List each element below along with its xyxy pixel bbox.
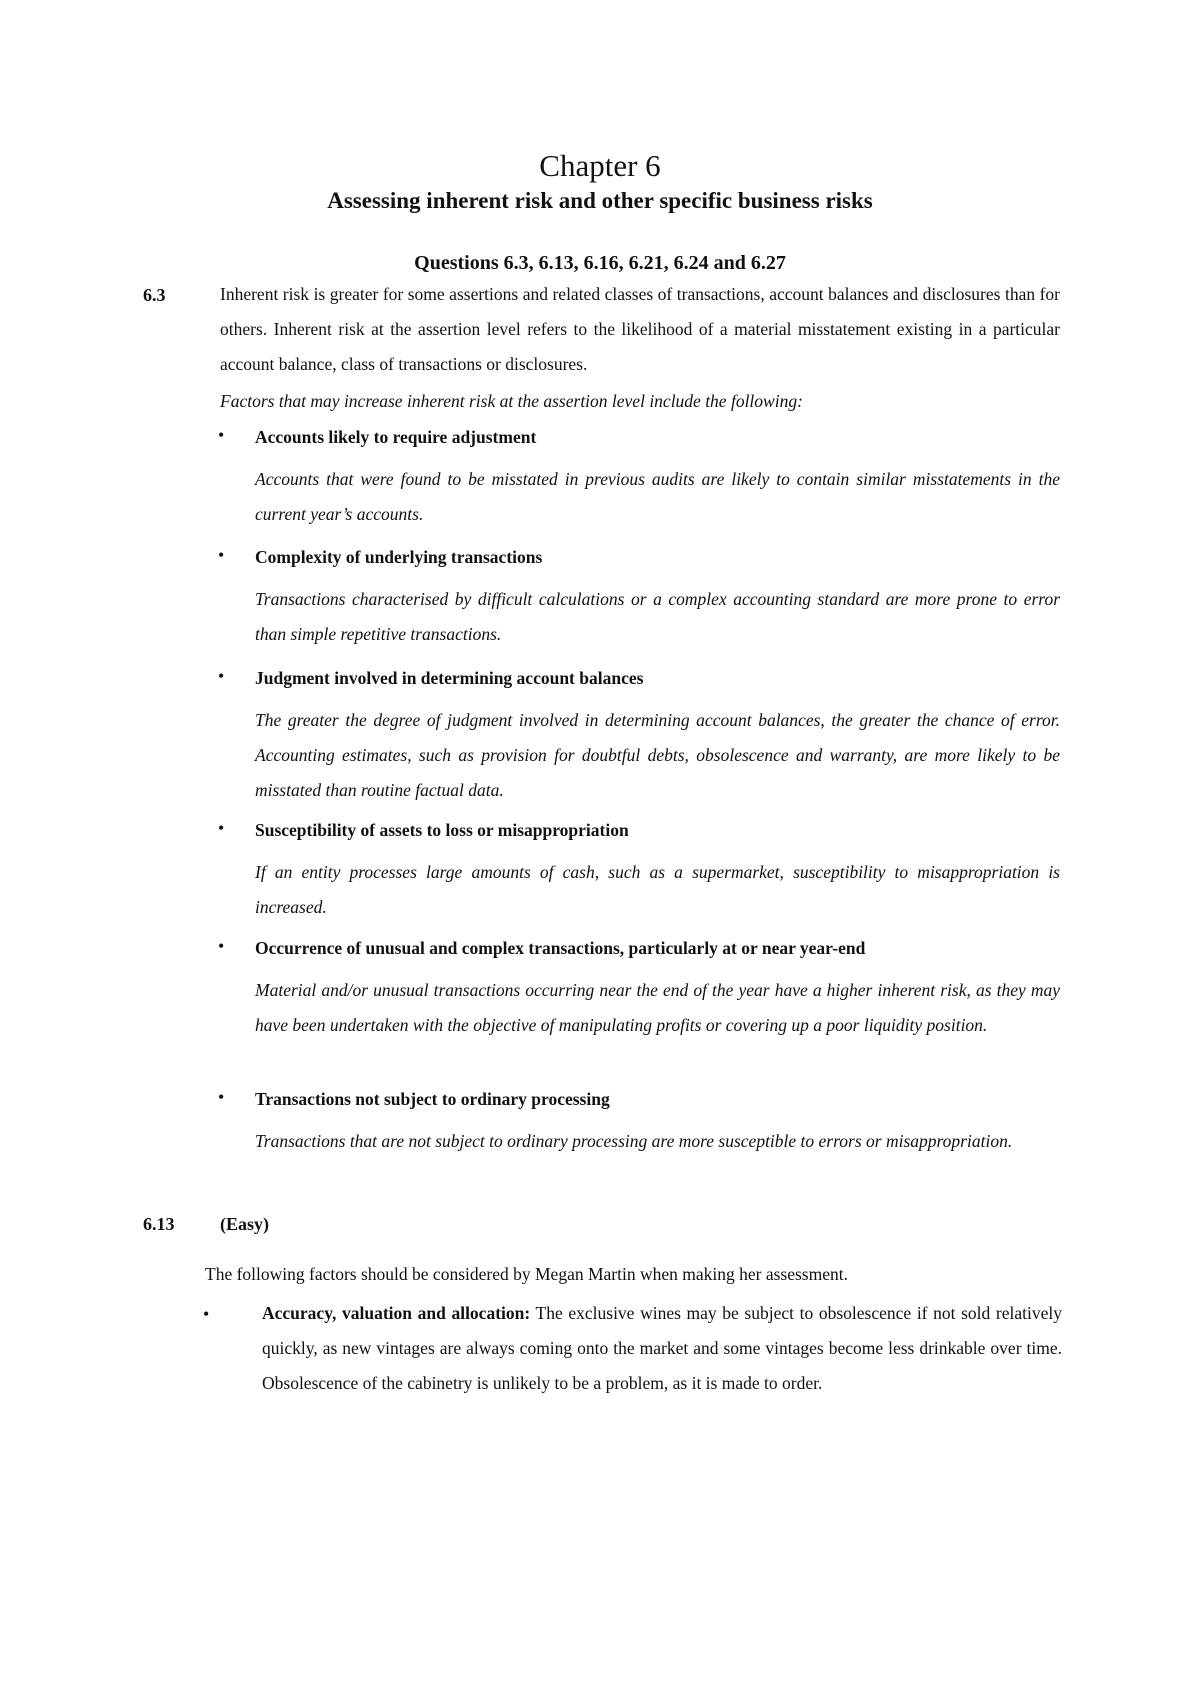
bullet-body: If an entity processes large amounts of cash, such as a supermarket, susceptibility to misappropriation is increased. (255, 862, 1060, 917)
bullet-body: Transactions that are not subject to ordinary processing are more susceptible to errors or misappropriation. (255, 1131, 1013, 1151)
bullet-icon: • (218, 818, 225, 838)
chapter-title: Chapter 6 (539, 148, 661, 183)
q613-bullet-paragraph (262, 1296, 1062, 1401)
q613-intro: The following factors should be considered by Megan Martin when making her assessment. (205, 1264, 848, 1284)
q63-factors-lead: Factors that may increase inherent risk at the assertion level include the following: (220, 391, 803, 411)
bullet-icon: • (218, 666, 225, 686)
bullet-heading: Judgment involved in determining account balances (255, 668, 644, 688)
bullet-heading: Accounts likely to require adjustment (255, 427, 537, 447)
bullet-icon: • (218, 1087, 225, 1107)
bullet-heading: Occurrence of unusual and complex transactions, particularly at or near year-end (255, 938, 866, 958)
bullet-heading: Complexity of underlying transactions (255, 547, 543, 567)
bullet-heading: Accuracy, valuation and allocation: (262, 1303, 531, 1323)
bullet-body: Accounts that were found to be misstated in previous audits are likely to contain similar misstatements in the current year’s accounts. (255, 469, 1060, 524)
q63-intro-paragraph: Inherent risk is greater for some assertions and related classes of transactions, account balances and disclosures than for others. Inherent risk at the assertion level refers to the likelihood of a material misstatement existing in a particular account balance, class of transactions or disclosures. (220, 284, 1060, 374)
bullet-body: Transactions characterised by difficult calculations or a complex accounting standard are more prone to error than simple repetitive transactions. (255, 589, 1060, 644)
bullet-heading: Transactions not subject to ordinary processing (255, 1089, 610, 1109)
bullet-body: The exclusive wines may be subject to obsolescence if not sold relatively quickly, as new vintages are always coming onto the market and some vintages become less drinkable over time. Obsolescence of the cabinetry is unlikely to be a problem, as it is made to order. (262, 1303, 1062, 1393)
bullet-icon: • (218, 425, 225, 445)
bullet-icon: • (203, 1304, 210, 1324)
question-number-6-3: 6.3 (143, 285, 166, 305)
bullet-heading: Susceptibility of assets to loss or misappropriation (255, 820, 629, 840)
bullet-icon: • (218, 545, 225, 565)
bullet-body: Material and/or unusual transactions occurring near the end of the year have a higher inherent risk, as they may have been undertaken with the objective of manipulating profits or covering up a poor liquidity position. (255, 980, 1060, 1035)
difficulty-label: (Easy) (220, 1214, 269, 1234)
bullet-body: The greater the degree of judgment involved in determining account balances, the greater the chance of error. Accounting estimates, such as provision for doubtful debts, obsolescence and warranty, are more likely to be misstated than routine factual data. (255, 710, 1060, 800)
chapter-subtitle: Assessing inherent risk and other specific business risks (327, 188, 873, 213)
questions-list: Questions 6.3, 6.13, 6.16, 6.21, 6.24 and 6.27 (414, 252, 786, 274)
bullet-icon: • (218, 936, 225, 956)
question-number-6-13: 6.13 (143, 1214, 175, 1234)
